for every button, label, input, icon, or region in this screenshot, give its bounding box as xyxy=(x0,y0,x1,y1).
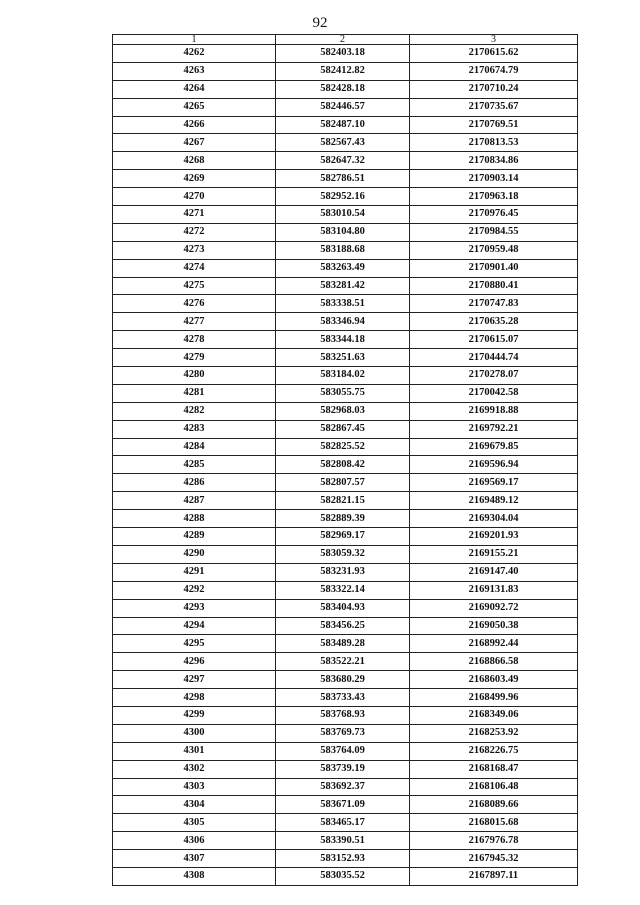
y-coordinate-cell: 2170813.53 xyxy=(410,134,578,152)
table-row xyxy=(113,420,578,438)
x-coordinate-cell: 583035.52 xyxy=(276,867,410,885)
x-coordinate-cell: 583671.09 xyxy=(276,796,410,814)
table-row xyxy=(113,62,578,80)
y-coordinate-cell: 2170834.86 xyxy=(410,152,578,170)
y-coordinate-cell: 2170963.18 xyxy=(410,188,578,206)
x-coordinate-cell: 582647.32 xyxy=(276,152,410,170)
point-number-cell: 4264 xyxy=(113,80,276,98)
x-coordinate-cell: 583456.25 xyxy=(276,617,410,635)
y-coordinate-cell: 2170747.83 xyxy=(410,295,578,313)
x-coordinate-cell: 583769.73 xyxy=(276,724,410,742)
point-number-cell: 4267 xyxy=(113,134,276,152)
y-coordinate-cell: 2169050.38 xyxy=(410,617,578,635)
point-number-cell: 4284 xyxy=(113,438,276,456)
table-row xyxy=(113,796,578,814)
table-row xyxy=(113,206,578,224)
x-coordinate-cell: 583231.93 xyxy=(276,563,410,581)
point-number-cell: 4288 xyxy=(113,510,276,528)
point-number-cell: 4286 xyxy=(113,474,276,492)
x-coordinate-cell: 582403.18 xyxy=(276,45,410,63)
y-coordinate-cell: 2168253.92 xyxy=(410,724,578,742)
point-number-cell: 4303 xyxy=(113,778,276,796)
y-coordinate-cell: 2170959.48 xyxy=(410,241,578,259)
point-number-cell: 4308 xyxy=(113,867,276,885)
table-row xyxy=(113,331,578,349)
y-coordinate-cell: 2170976.45 xyxy=(410,206,578,224)
table-row xyxy=(113,778,578,796)
point-number-cell: 4299 xyxy=(113,706,276,724)
y-coordinate-cell: 2170901.40 xyxy=(410,259,578,277)
coordinates-table xyxy=(112,34,578,886)
x-coordinate-cell: 583263.49 xyxy=(276,259,410,277)
y-coordinate-cell: 2170880.41 xyxy=(410,277,578,295)
table-row xyxy=(113,474,578,492)
x-coordinate-cell: 583055.75 xyxy=(276,384,410,402)
point-number-cell: 4276 xyxy=(113,295,276,313)
table-row xyxy=(113,689,578,707)
point-number-cell: 4268 xyxy=(113,152,276,170)
column-header-1: 1 xyxy=(113,35,276,45)
y-coordinate-cell: 2169489.12 xyxy=(410,492,578,510)
point-number-cell: 4278 xyxy=(113,331,276,349)
table-row xyxy=(113,635,578,653)
table-row xyxy=(113,706,578,724)
point-number-cell: 4297 xyxy=(113,671,276,689)
x-coordinate-cell: 583338.51 xyxy=(276,295,410,313)
y-coordinate-cell: 2168015.68 xyxy=(410,814,578,832)
table-row xyxy=(113,456,578,474)
y-coordinate-cell: 2170710.24 xyxy=(410,80,578,98)
y-coordinate-cell: 2169679.85 xyxy=(410,438,578,456)
table-row xyxy=(113,760,578,778)
y-coordinate-cell: 2168499.96 xyxy=(410,689,578,707)
y-coordinate-cell: 2169918.88 xyxy=(410,402,578,420)
x-coordinate-cell: 582807.57 xyxy=(276,474,410,492)
y-coordinate-cell: 2169792.21 xyxy=(410,420,578,438)
y-coordinate-cell: 2169092.72 xyxy=(410,599,578,617)
table-row xyxy=(113,384,578,402)
x-coordinate-cell: 583739.19 xyxy=(276,760,410,778)
table-row xyxy=(113,241,578,259)
x-coordinate-cell: 582428.18 xyxy=(276,80,410,98)
point-number-cell: 4307 xyxy=(113,850,276,868)
point-number-cell: 4272 xyxy=(113,223,276,241)
table-row xyxy=(113,80,578,98)
point-number-cell: 4302 xyxy=(113,760,276,778)
y-coordinate-cell: 2169596.94 xyxy=(410,456,578,474)
table-header-row xyxy=(113,35,578,45)
point-number-cell: 4295 xyxy=(113,635,276,653)
x-coordinate-cell: 583059.32 xyxy=(276,545,410,563)
x-coordinate-cell: 583281.42 xyxy=(276,277,410,295)
y-coordinate-cell: 2167945.32 xyxy=(410,850,578,868)
point-number-cell: 4300 xyxy=(113,724,276,742)
point-number-cell: 4271 xyxy=(113,206,276,224)
x-coordinate-cell: 583768.93 xyxy=(276,706,410,724)
y-coordinate-cell: 2168866.58 xyxy=(410,653,578,671)
table-row xyxy=(113,742,578,760)
table-row xyxy=(113,617,578,635)
x-coordinate-cell: 583104.80 xyxy=(276,223,410,241)
table-row xyxy=(113,152,578,170)
point-number-cell: 4281 xyxy=(113,384,276,402)
x-coordinate-cell: 582412.82 xyxy=(276,62,410,80)
table-row xyxy=(113,134,578,152)
point-number-cell: 4265 xyxy=(113,98,276,116)
x-coordinate-cell: 583522.21 xyxy=(276,653,410,671)
x-coordinate-cell: 583733.43 xyxy=(276,689,410,707)
x-coordinate-cell: 583010.54 xyxy=(276,206,410,224)
table-row xyxy=(113,295,578,313)
table-row xyxy=(113,671,578,689)
y-coordinate-cell: 2170278.07 xyxy=(410,367,578,385)
point-number-cell: 4304 xyxy=(113,796,276,814)
point-number-cell: 4273 xyxy=(113,241,276,259)
y-coordinate-cell: 2168603.49 xyxy=(410,671,578,689)
y-coordinate-cell: 2170735.67 xyxy=(410,98,578,116)
point-number-cell: 4294 xyxy=(113,617,276,635)
table-row xyxy=(113,599,578,617)
table-row xyxy=(113,724,578,742)
point-number-cell: 4280 xyxy=(113,367,276,385)
y-coordinate-cell: 2170903.14 xyxy=(410,170,578,188)
y-coordinate-cell: 2168106.48 xyxy=(410,778,578,796)
column-header-3: 3 xyxy=(410,35,578,45)
x-coordinate-cell: 582446.57 xyxy=(276,98,410,116)
table-row xyxy=(113,581,578,599)
x-coordinate-cell: 583184.02 xyxy=(276,367,410,385)
y-coordinate-cell: 2170984.55 xyxy=(410,223,578,241)
x-coordinate-cell: 583322.14 xyxy=(276,581,410,599)
y-coordinate-cell: 2168349.06 xyxy=(410,706,578,724)
table-row xyxy=(113,259,578,277)
x-coordinate-cell: 583465.17 xyxy=(276,814,410,832)
y-coordinate-cell: 2169304.04 xyxy=(410,510,578,528)
point-number-cell: 4293 xyxy=(113,599,276,617)
point-number-cell: 4301 xyxy=(113,742,276,760)
table-row xyxy=(113,349,578,367)
table-row xyxy=(113,563,578,581)
y-coordinate-cell: 2169201.93 xyxy=(410,528,578,546)
table-row xyxy=(113,528,578,546)
point-number-cell: 4277 xyxy=(113,313,276,331)
y-coordinate-cell: 2168168.47 xyxy=(410,760,578,778)
y-coordinate-cell: 2169155.21 xyxy=(410,545,578,563)
point-number-cell: 4287 xyxy=(113,492,276,510)
x-coordinate-cell: 583764.09 xyxy=(276,742,410,760)
x-coordinate-cell: 583680.29 xyxy=(276,671,410,689)
y-coordinate-cell: 2170769.51 xyxy=(410,116,578,134)
point-number-cell: 4275 xyxy=(113,277,276,295)
y-coordinate-cell: 2170444.74 xyxy=(410,349,578,367)
x-coordinate-cell: 582821.15 xyxy=(276,492,410,510)
table-row xyxy=(113,850,578,868)
x-coordinate-cell: 582567.43 xyxy=(276,134,410,152)
point-number-cell: 4279 xyxy=(113,349,276,367)
x-coordinate-cell: 582786.51 xyxy=(276,170,410,188)
table-header xyxy=(113,35,578,45)
point-number-cell: 4289 xyxy=(113,528,276,546)
column-header-2: 2 xyxy=(276,35,410,45)
table-row xyxy=(113,116,578,134)
x-coordinate-cell: 583152.93 xyxy=(276,850,410,868)
table-row xyxy=(113,653,578,671)
table-row xyxy=(113,277,578,295)
y-coordinate-cell: 2168992.44 xyxy=(410,635,578,653)
table-row xyxy=(113,510,578,528)
x-coordinate-cell: 583692.37 xyxy=(276,778,410,796)
point-number-cell: 4292 xyxy=(113,581,276,599)
table-row xyxy=(113,367,578,385)
x-coordinate-cell: 582825.52 xyxy=(276,438,410,456)
x-coordinate-cell: 583404.93 xyxy=(276,599,410,617)
point-number-cell: 4305 xyxy=(113,814,276,832)
y-coordinate-cell: 2170635.28 xyxy=(410,313,578,331)
y-coordinate-cell: 2169569.17 xyxy=(410,474,578,492)
x-coordinate-cell: 583251.63 xyxy=(276,349,410,367)
y-coordinate-cell: 2169131.83 xyxy=(410,581,578,599)
point-number-cell: 4285 xyxy=(113,456,276,474)
table-row xyxy=(113,45,578,63)
point-number-cell: 4274 xyxy=(113,259,276,277)
point-number-cell: 4282 xyxy=(113,402,276,420)
point-number-cell: 4269 xyxy=(113,170,276,188)
x-coordinate-cell: 582969.17 xyxy=(276,528,410,546)
table-body xyxy=(113,45,578,886)
x-coordinate-cell: 582968.03 xyxy=(276,402,410,420)
y-coordinate-cell: 2170615.07 xyxy=(410,331,578,349)
table-row xyxy=(113,188,578,206)
x-coordinate-cell: 583188.68 xyxy=(276,241,410,259)
point-number-cell: 4263 xyxy=(113,62,276,80)
table-row xyxy=(113,402,578,420)
table-row xyxy=(113,438,578,456)
table-row xyxy=(113,98,578,116)
table-row xyxy=(113,223,578,241)
point-number-cell: 4283 xyxy=(113,420,276,438)
point-number-cell: 4306 xyxy=(113,832,276,850)
point-number-cell: 4262 xyxy=(113,45,276,63)
point-number-cell: 4291 xyxy=(113,563,276,581)
x-coordinate-cell: 583344.18 xyxy=(276,331,410,349)
y-coordinate-cell: 2167897.11 xyxy=(410,867,578,885)
x-coordinate-cell: 582889.39 xyxy=(276,510,410,528)
table-row xyxy=(113,492,578,510)
y-coordinate-cell: 2170615.62 xyxy=(410,45,578,63)
x-coordinate-cell: 582808.42 xyxy=(276,456,410,474)
table-row xyxy=(113,867,578,885)
y-coordinate-cell: 2168226.75 xyxy=(410,742,578,760)
y-coordinate-cell: 2170674.79 xyxy=(410,62,578,80)
table-row xyxy=(113,545,578,563)
point-number-cell: 4298 xyxy=(113,689,276,707)
point-number-cell: 4296 xyxy=(113,653,276,671)
table-row xyxy=(113,170,578,188)
y-coordinate-cell: 2168089.66 xyxy=(410,796,578,814)
x-coordinate-cell: 583346.94 xyxy=(276,313,410,331)
x-coordinate-cell: 583390.51 xyxy=(276,832,410,850)
point-number-cell: 4290 xyxy=(113,545,276,563)
point-number-cell: 4270 xyxy=(113,188,276,206)
y-coordinate-cell: 2169147.40 xyxy=(410,563,578,581)
y-coordinate-cell: 2167976.78 xyxy=(410,832,578,850)
point-number-cell: 4266 xyxy=(113,116,276,134)
x-coordinate-cell: 582867.45 xyxy=(276,420,410,438)
x-coordinate-cell: 583489.28 xyxy=(276,635,410,653)
table-row xyxy=(113,313,578,331)
table-row xyxy=(113,814,578,832)
x-coordinate-cell: 582487.10 xyxy=(276,116,410,134)
page-number: 92 xyxy=(312,15,328,31)
y-coordinate-cell: 2170042.58 xyxy=(410,384,578,402)
table-row xyxy=(113,832,578,850)
x-coordinate-cell: 582952.16 xyxy=(276,188,410,206)
